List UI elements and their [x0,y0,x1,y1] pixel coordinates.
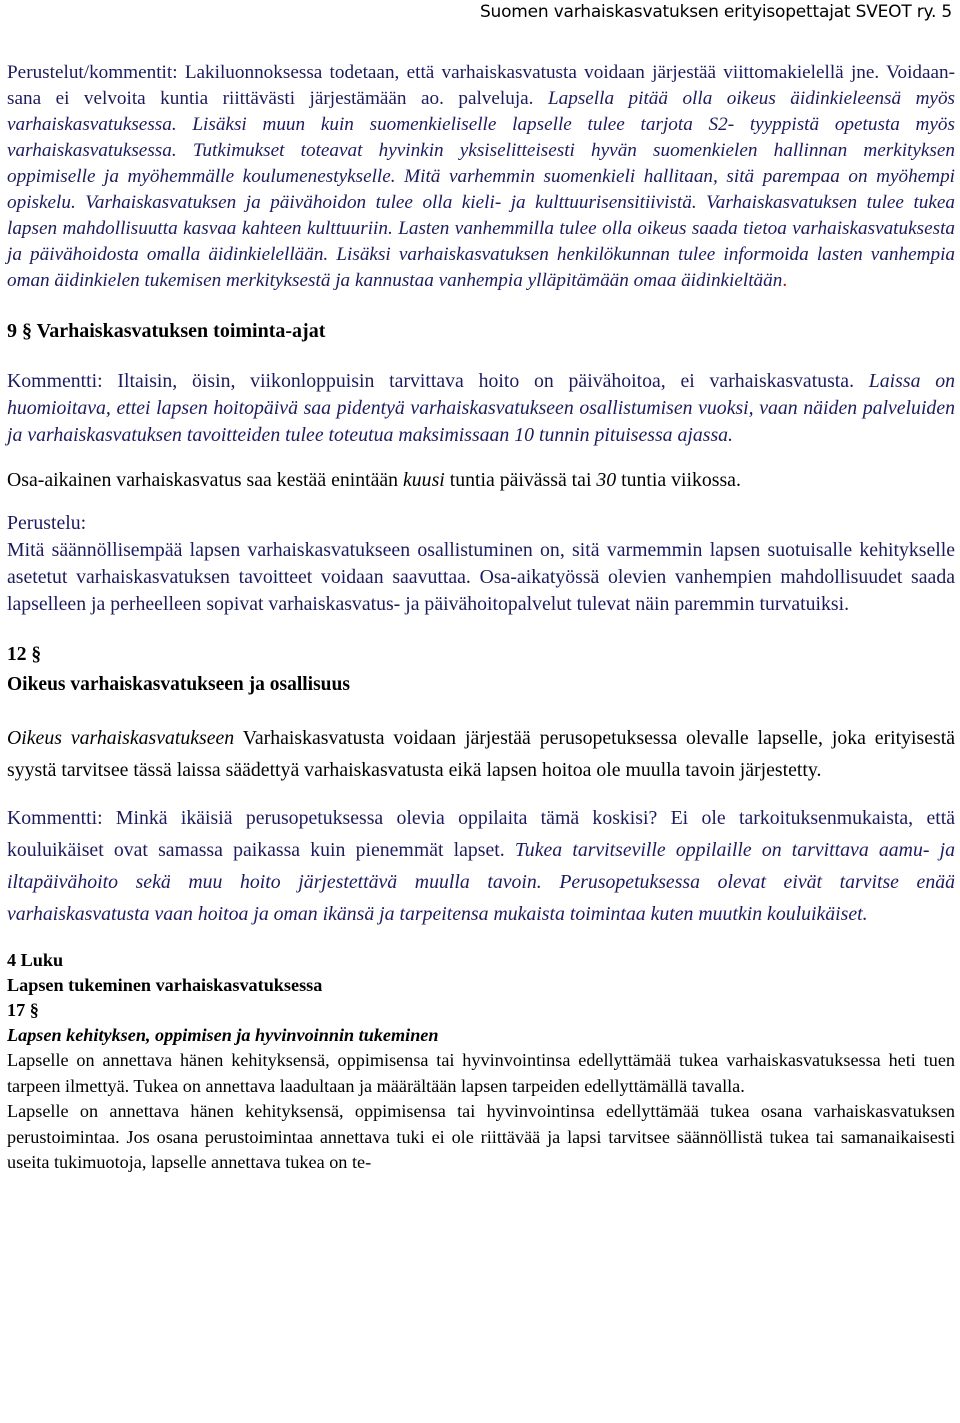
rule-mid: tuntia päivässä tai [444,469,597,491]
intro-comment: Varhaiskasvatuksen ja päivähoidon tulee olla kieli- ja kulttuurisensitiivistä. Varhaiskasvatuksen tulee tukea lapsen mahdollisuutta kasvaa kahteen kulttuuriin. Lasten vanhemmilla tulee olla oikeus saada tietoa varhaiskasvatuksesta ja päivähoidosta omalla äidinkielellään. Lisäksi varhaiskasvatuksen henkilökunnan tulee informoida lasten vanhempia oman äidinkielen tukemisen merkityksestä ja kannustaa vanhempia ylläpitämään omaa äidinkieltään [7,192,956,291]
rule-hours: kuusi [403,469,445,491]
rule-post: tuntia viikossa. [616,469,741,491]
intro-label: Perustelut/kommentit: [7,62,178,83]
intro-paragraph [7,60,955,294]
section-12-comment-plain: Kommentti: Minkä ikäisiä perusopetuksessa olevia oppilaita tämä koskisi? Ei ole tarkoituksenmukaista, että kouluikäiset ovat samassa paikassa kuin pienemmät lapset. [7,807,955,861]
rule-pre: Osa-aikainen varhaiskasvatus saa kestää enintään [7,469,404,491]
chapter-4-number: 4 Luku [7,950,64,970]
section-12-number: 12 § [7,644,42,665]
document-body [7,60,955,1176]
running-header: Suomen varhaiskasvatuksen erityisopettajat SVEOT ry. 5 [479,2,952,22]
chapter-4-title: Lapsen tukeminen varhaiskasvatuksessa [7,975,323,995]
intro-body: Lapsella pitää olla oikeus äidinkieleensä myös varhaiskasvatuksessa. Lisäksi muun kuin suomenkieliselle lapselle tulee tarjota S2- tyyppistä opetusta myös varhaiskasvatuksessa. Tutkimukset toteavat hyvinkin yksiselitteisesti hyvän suomenkielen hallinnan merkityksen oppimiselle ja myöhemmälle koulumenestykselle. Mitä varhemmin suomenkieli hallitaan, sitä parempaa on myöhempi opiskelu. [7,88,956,213]
section-9-reason-label: Perustelu: [7,512,87,534]
section-9-heading: 9 § Varhaiskasvatuksen toiminta-ajat [7,320,326,342]
section-12-title: Oikeus varhaiskasvatukseen ja osallisuus [7,674,350,695]
section-12-comment-rest: Tukea tarvitseville oppilaille on tarvittava aamu- ja iltapäivähoito sekä muu hoito järjestettävä muulla tavoin. Perusopetuksessa olevat eivät tarvitse enää varhaiskasvatusta vaan hoitoa ja oman ikänsä ja tarpeitensa mukaista toimintaa kuten muutkin kouluikäiset. [7,839,955,925]
intro-text: Lakiluonnoksessa todetaan, että varhaiskasvatusta voidaan järjestää viittomakielellä jne. Voidaan- sana ei velvoita kuntia riittävästi järjestämään ao. palveluja. [7,62,956,109]
section-12-comment [7,802,955,930]
section-12-lead [7,722,955,786]
section-9-rule [7,467,955,494]
section-9-comment-italic: Laissa on huomioitava, ettei lapsen hoitopäivä saa pidentyä varhaiskasvatukseen osallistumisen vuoksi, vaan näiden palveluiden ja varhaiskasvatuksen tavoitteiden tulee toteutua maksimissaan 10 tunnin pituisessa ajassa. [7,370,955,446]
section-17-para-1: Lapselle on annettava hänen kehityksensä, oppimisensa tai hyvinvointinsa edellyttämää tukea varhaiskasvatuksessa heti tuen tarpeen ilmettyä. Tukea on annettava laadultaan ja määrältään lapsen tarpeiden edellyttämällä tavalla. [7,1050,955,1096]
section-12-lead-italic: Oikeus varhaiskasvatukseen [7,727,235,749]
section-17-para-2: Lapselle on annettava hänen kehityksensä, oppimisensa tai hyvinvointinsa edellyttämää tukea osana varhaiskasvatuksen perustoimintaa. Jos osana perustoimintaa annettava tuki ei ole riittävää ja lapsi tarvitsee säännöllistä tukea tai samanaikaisesti useita tukimuotoja, lapselle annettava tukea on te- [7,1101,955,1172]
section-17-title: Lapsen kehityksen, oppimisen ja hyvinvoinnin tukeminen [7,1025,439,1045]
section-17-number: 17 § [7,1000,39,1020]
section-9-reason-text: Mitä säännöllisempää lapsen varhaiskasvatukseen osallistuminen on, sitä varmemmin lapsen suotuisalle kehitykselle asetetut varhaiskasvatuksen tavoitteet voidaan saavuttaa. Osa-aikatyössä olevien vanhempien mahdollisuudet saada lapselleen ja perheelleen sopivat varhaiskasvatus- ja päivähoitopalvelut tulevat näin paremmin turvatuiksi. [7,539,955,615]
rule-week: 30 [596,469,617,491]
section-12-lead-text: Varhaiskasvatusta voidaan järjestää perusopetuksessa olevalle lapselle, joka erityisestä syystä tarvitsee tässä laissa säädettyä varhaiskasvatusta eikä lapsen hoitoa ole muulla tavoin järjestetty. [7,727,955,781]
section-9-comment-text: Kommentti: Iltaisin, öisin, viikonloppuisin tarvittava hoito on päivähoitoa, ei varhaiskasvatusta. [7,370,855,392]
trailing-dot: . [782,270,788,291]
section-9-comment [7,368,955,449]
